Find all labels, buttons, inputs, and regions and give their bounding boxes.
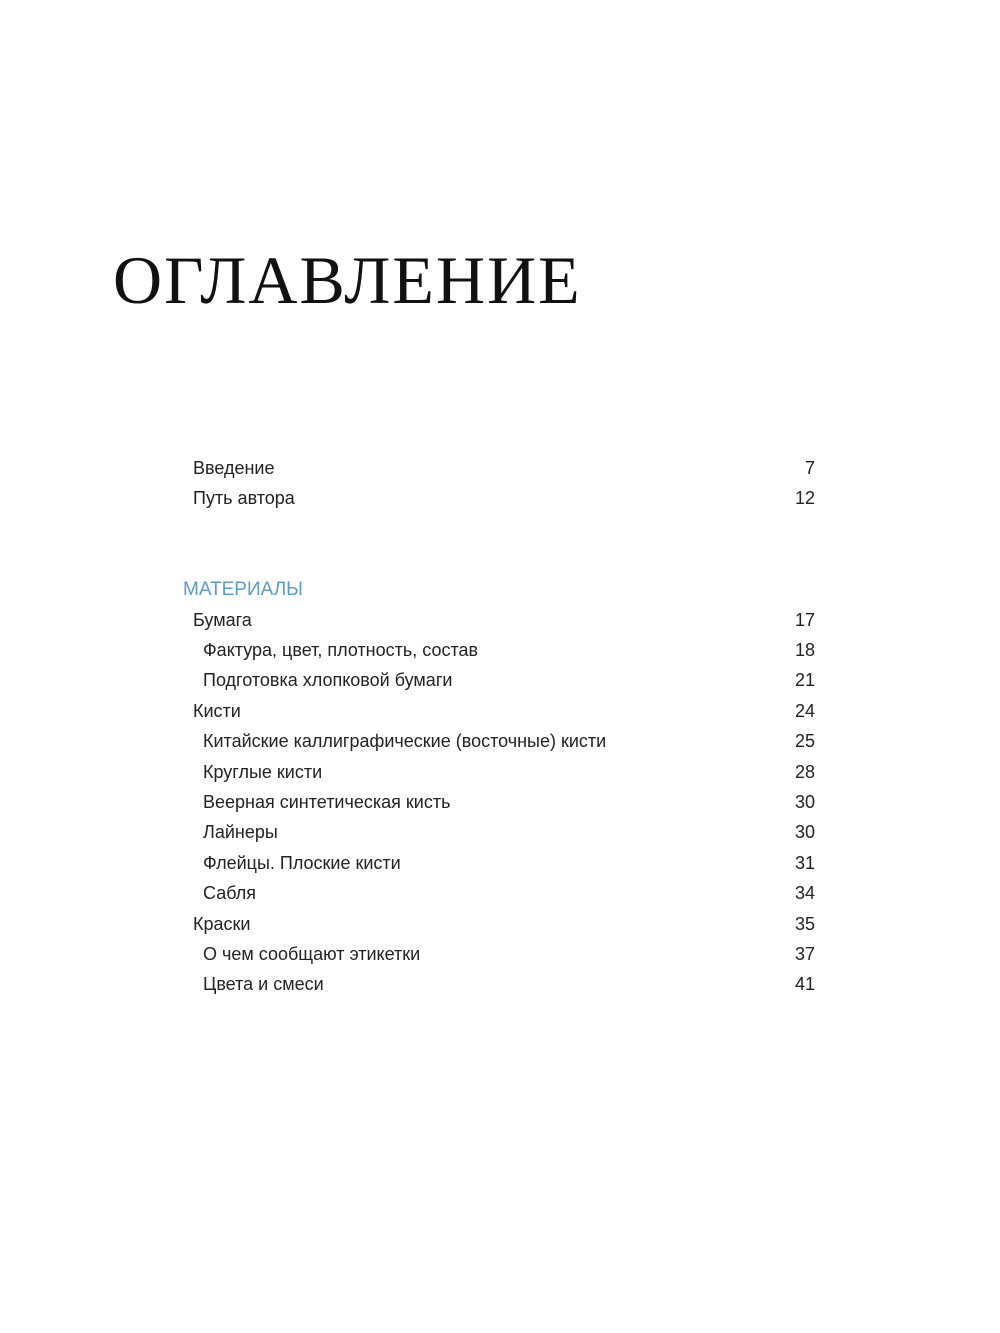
toc-entry[interactable] [183, 909, 815, 939]
toc-entry-title: Флейцы. Плоские кисти [203, 852, 401, 873]
toc-entry-page: 30 [794, 792, 815, 813]
toc-entry-title: Китайские каллиграфические (восточные) кисти [203, 731, 607, 752]
toc-entry-page: 18 [794, 640, 815, 661]
toc-entry-page: 17 [794, 609, 815, 630]
toc-subentry[interactable] [183, 727, 815, 757]
toc-subentry[interactable] [183, 635, 815, 665]
toc-entry-page: 12 [794, 488, 815, 509]
toc-subentry[interactable] [183, 818, 815, 848]
toc-entry-page: 30 [794, 822, 815, 843]
toc-entry[interactable] [183, 696, 815, 726]
toc-entry-page: 34 [794, 883, 815, 904]
toc-entry-page: 7 [804, 457, 815, 478]
toc-entry-title: Круглые кисти [203, 761, 323, 782]
toc-entry-title: О чем сообщают этикетки [203, 943, 421, 964]
toc-entry-title: Подготовка хлопковой бумаги [203, 670, 453, 691]
toc-list [183, 605, 815, 1000]
toc-entry-page: 24 [794, 700, 815, 721]
page-title: ОГЛАВЛЕНИЕ [113, 242, 582, 318]
toc-entry[interactable] [183, 605, 815, 635]
toc-entry-author-path[interactable] [193, 483, 815, 513]
toc-subentry[interactable] [183, 970, 815, 1000]
toc-subentry[interactable] [183, 666, 815, 696]
toc-entry-title: Бумага [193, 609, 252, 630]
toc-subentry[interactable] [183, 879, 815, 909]
toc-entry-page: 41 [794, 974, 815, 995]
toc-entry-page: 37 [794, 943, 815, 964]
toc-entry-title: Веерная синтетическая кисть [203, 792, 451, 813]
toc-subentry[interactable] [183, 757, 815, 787]
toc-subentry[interactable] [183, 939, 815, 969]
toc-entry-page: 35 [794, 913, 815, 934]
toc-entry-title: Лайнеры [203, 822, 278, 843]
toc-materials-section [183, 575, 815, 1000]
toc-entry-page: 21 [794, 670, 815, 691]
toc-entry-page: 31 [794, 852, 815, 873]
toc-entry-title: Сабля [203, 883, 256, 904]
toc-entry-introduction[interactable] [193, 453, 815, 483]
toc-entry-title: Краски [193, 913, 251, 934]
section-heading-materials: МАТЕРИАЛЫ [183, 579, 304, 600]
toc-entry-page: 25 [794, 731, 815, 752]
toc-entry-title: Кисти [193, 700, 241, 721]
toc-entry-title: Цвета и смеси [203, 974, 324, 995]
toc-subentry[interactable] [183, 787, 815, 817]
toc-entry-title: Путь автора [193, 488, 295, 509]
toc-entry-title: Введение [193, 457, 275, 478]
toc-entry-title: Фактура, цвет, плотность, состав [203, 640, 479, 661]
toc-entry-page: 28 [794, 761, 815, 782]
toc-intro-section [193, 453, 815, 514]
toc-subentry[interactable] [183, 848, 815, 878]
